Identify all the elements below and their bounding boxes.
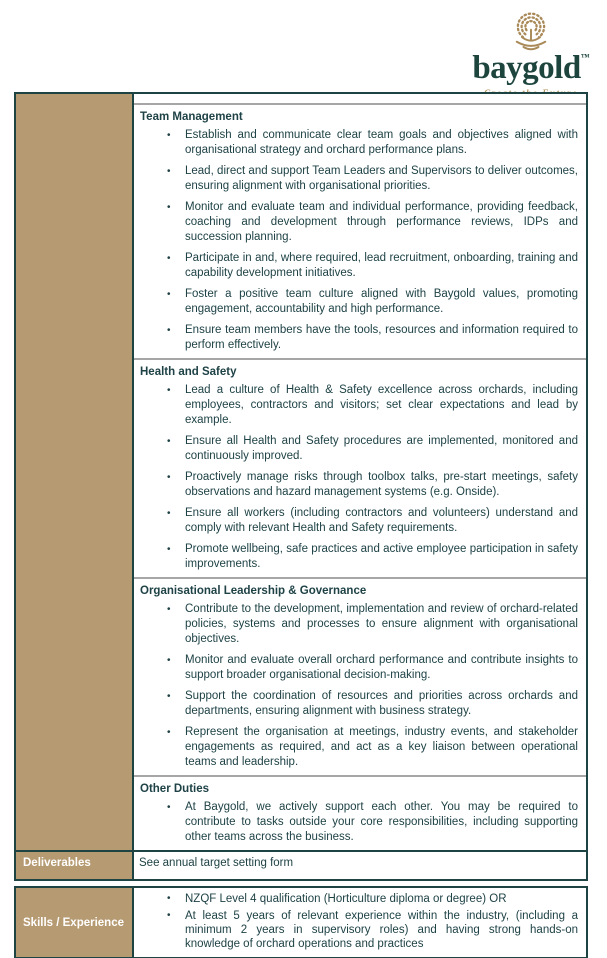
trademark-mark: ™: [580, 52, 590, 62]
bullet-text: Proactively manage risks through toolbox talks, pre-start meetings, safety observations and hazard management systems (e.g. Onside).: [185, 471, 578, 498]
bullet-text: Contribute to the development, implementation and review of orchard-related policies, systems and processes to ensure alignment with organisational objectives.: [185, 603, 578, 645]
bullet-text: At least 5 years of relevant experience within the industry, (including a minimum 2 years in supervisory roles) and having strong hands-on knowledge of orchard operations and practices: [185, 910, 578, 950]
bullet-icon: •: [167, 544, 171, 555]
brand-name: baygold: [472, 50, 581, 86]
bullet-item: [140, 653, 579, 683]
bullet-text: Represent the organisation at meetings, industry events, and stakeholder engagements as required, and act as a key liaison between operational teams and leadership.: [185, 726, 578, 768]
bullet-icon: •: [167, 508, 171, 519]
section-org-leadership-governance: [134, 579, 586, 777]
bullet-item: [140, 287, 579, 317]
section-heading: Organisational Leadership & Governance: [140, 585, 367, 597]
job-description-table: [14, 92, 588, 958]
section-heading: Health and Safety: [140, 366, 237, 378]
orchard-tree-icon: [507, 4, 555, 54]
section-health-and-safety: [134, 360, 586, 579]
brand-wordmark: [460, 51, 602, 86]
bullet-item: [140, 470, 579, 500]
bullet-icon: •: [167, 691, 171, 702]
bullet-item: [140, 323, 579, 353]
bullet-icon: •: [167, 436, 171, 447]
bullet-icon: •: [167, 202, 171, 213]
bullet-item: [140, 602, 579, 647]
bullet-text: Foster a positive team culture aligned with Baygold values, promoting engagement, accountability and high performance.: [185, 288, 578, 315]
bullet-text: Establish and communicate clear team goals and objectives aligned with organisational strategy and orchard performance plans.: [185, 129, 578, 156]
skills-experience-row: [14, 886, 588, 958]
bullet-item: [140, 689, 579, 719]
bullet-text: At Baygold, we actively support each other. You may be required to contribute to tasks outside your core responsibilities, including supporting other teams across the business.: [185, 801, 578, 843]
bullet-text: Ensure all workers (including contractors and volunteers) understand and comply with relevant Health and Safety requirements.: [185, 507, 578, 534]
deliverables-label-cell: [16, 852, 132, 879]
responsibilities-row: [14, 92, 588, 852]
bullet-icon: •: [167, 289, 171, 300]
bullet-text: Support the coordination of resources and priorities across orchards and departments, ensuring alignment with business strategy.: [185, 690, 578, 717]
bullet-item: [140, 251, 579, 281]
bullet-item: [140, 164, 579, 194]
bullet-text: NZQF Level 4 qualification (Horticulture diploma or degree) OR: [185, 893, 507, 905]
bullet-icon: •: [167, 893, 171, 904]
bullet-item: [140, 128, 579, 158]
bullet-icon: •: [167, 130, 171, 141]
deliverables-label: Deliverables: [23, 857, 91, 869]
section-other-duties: [134, 777, 586, 850]
section-team-management: [134, 105, 586, 360]
bullet-text: Monitor and evaluate overall orchard performance and contribute insights to support broader organisational decision-making.: [185, 654, 578, 681]
bullet-item: [140, 725, 579, 770]
bullet-item: [140, 542, 579, 572]
bullet-icon: •: [167, 325, 171, 336]
bullet-icon: •: [167, 166, 171, 177]
bullet-item: [140, 506, 579, 536]
bullet-text: Participate in and, where required, lead recruitment, onboarding, training and capability development initiatives.: [185, 252, 578, 279]
section-heading: Other Duties: [140, 783, 210, 795]
bullet-text: Promote wellbeing, safe practices and active employee participation in safety improvements.: [185, 543, 578, 570]
bullet-text: Lead a culture of Health & Safety excellence across orchards, including employees, contractors and visitors; set clear expectations and lead by example.: [185, 384, 578, 426]
bullet-icon: •: [167, 253, 171, 264]
bullet-item: [140, 434, 579, 464]
bullet-item: [140, 200, 579, 245]
section-heading: Team Management: [140, 111, 243, 123]
responsibilities-label-cell: [16, 94, 132, 850]
skills-label: Skills / Experience: [23, 916, 125, 929]
deliverables-content-cell: See annual target setting form: [132, 852, 586, 879]
bullet-text: Lead, direct and support Team Leaders and Supervisors to deliver outcomes, ensuring alignment with organisational priorities.: [185, 165, 578, 192]
bullet-icon: •: [167, 802, 171, 813]
bullet-icon: •: [167, 727, 171, 738]
skills-label-cell: [16, 888, 132, 957]
responsibilities-content-cell: [132, 94, 586, 850]
brand-logo: [460, 4, 602, 98]
bullet-text: Ensure team members have the tools, resources and information required to perform effectively.: [185, 324, 578, 351]
bullet-icon: •: [167, 385, 171, 396]
bullet-item: [140, 383, 579, 428]
bullet-text: Monitor and evaluate team and individual performance, providing feedback, coaching and development through performance reviews, IDPs and succession planning.: [185, 201, 578, 243]
bullet-icon: •: [167, 910, 171, 921]
bullet-icon: •: [167, 472, 171, 483]
bullet-item: [140, 800, 579, 845]
skills-content-cell: [132, 888, 586, 957]
deliverables-row: [14, 850, 588, 881]
bullet-item: [140, 909, 579, 951]
bullet-icon: •: [167, 655, 171, 666]
bullet-item: [140, 892, 579, 906]
previous-row-remnant: [134, 94, 586, 105]
bullet-icon: •: [167, 604, 171, 615]
bullet-text: Ensure all Health and Safety procedures are implemented, monitored and continuously improved.: [185, 435, 578, 462]
